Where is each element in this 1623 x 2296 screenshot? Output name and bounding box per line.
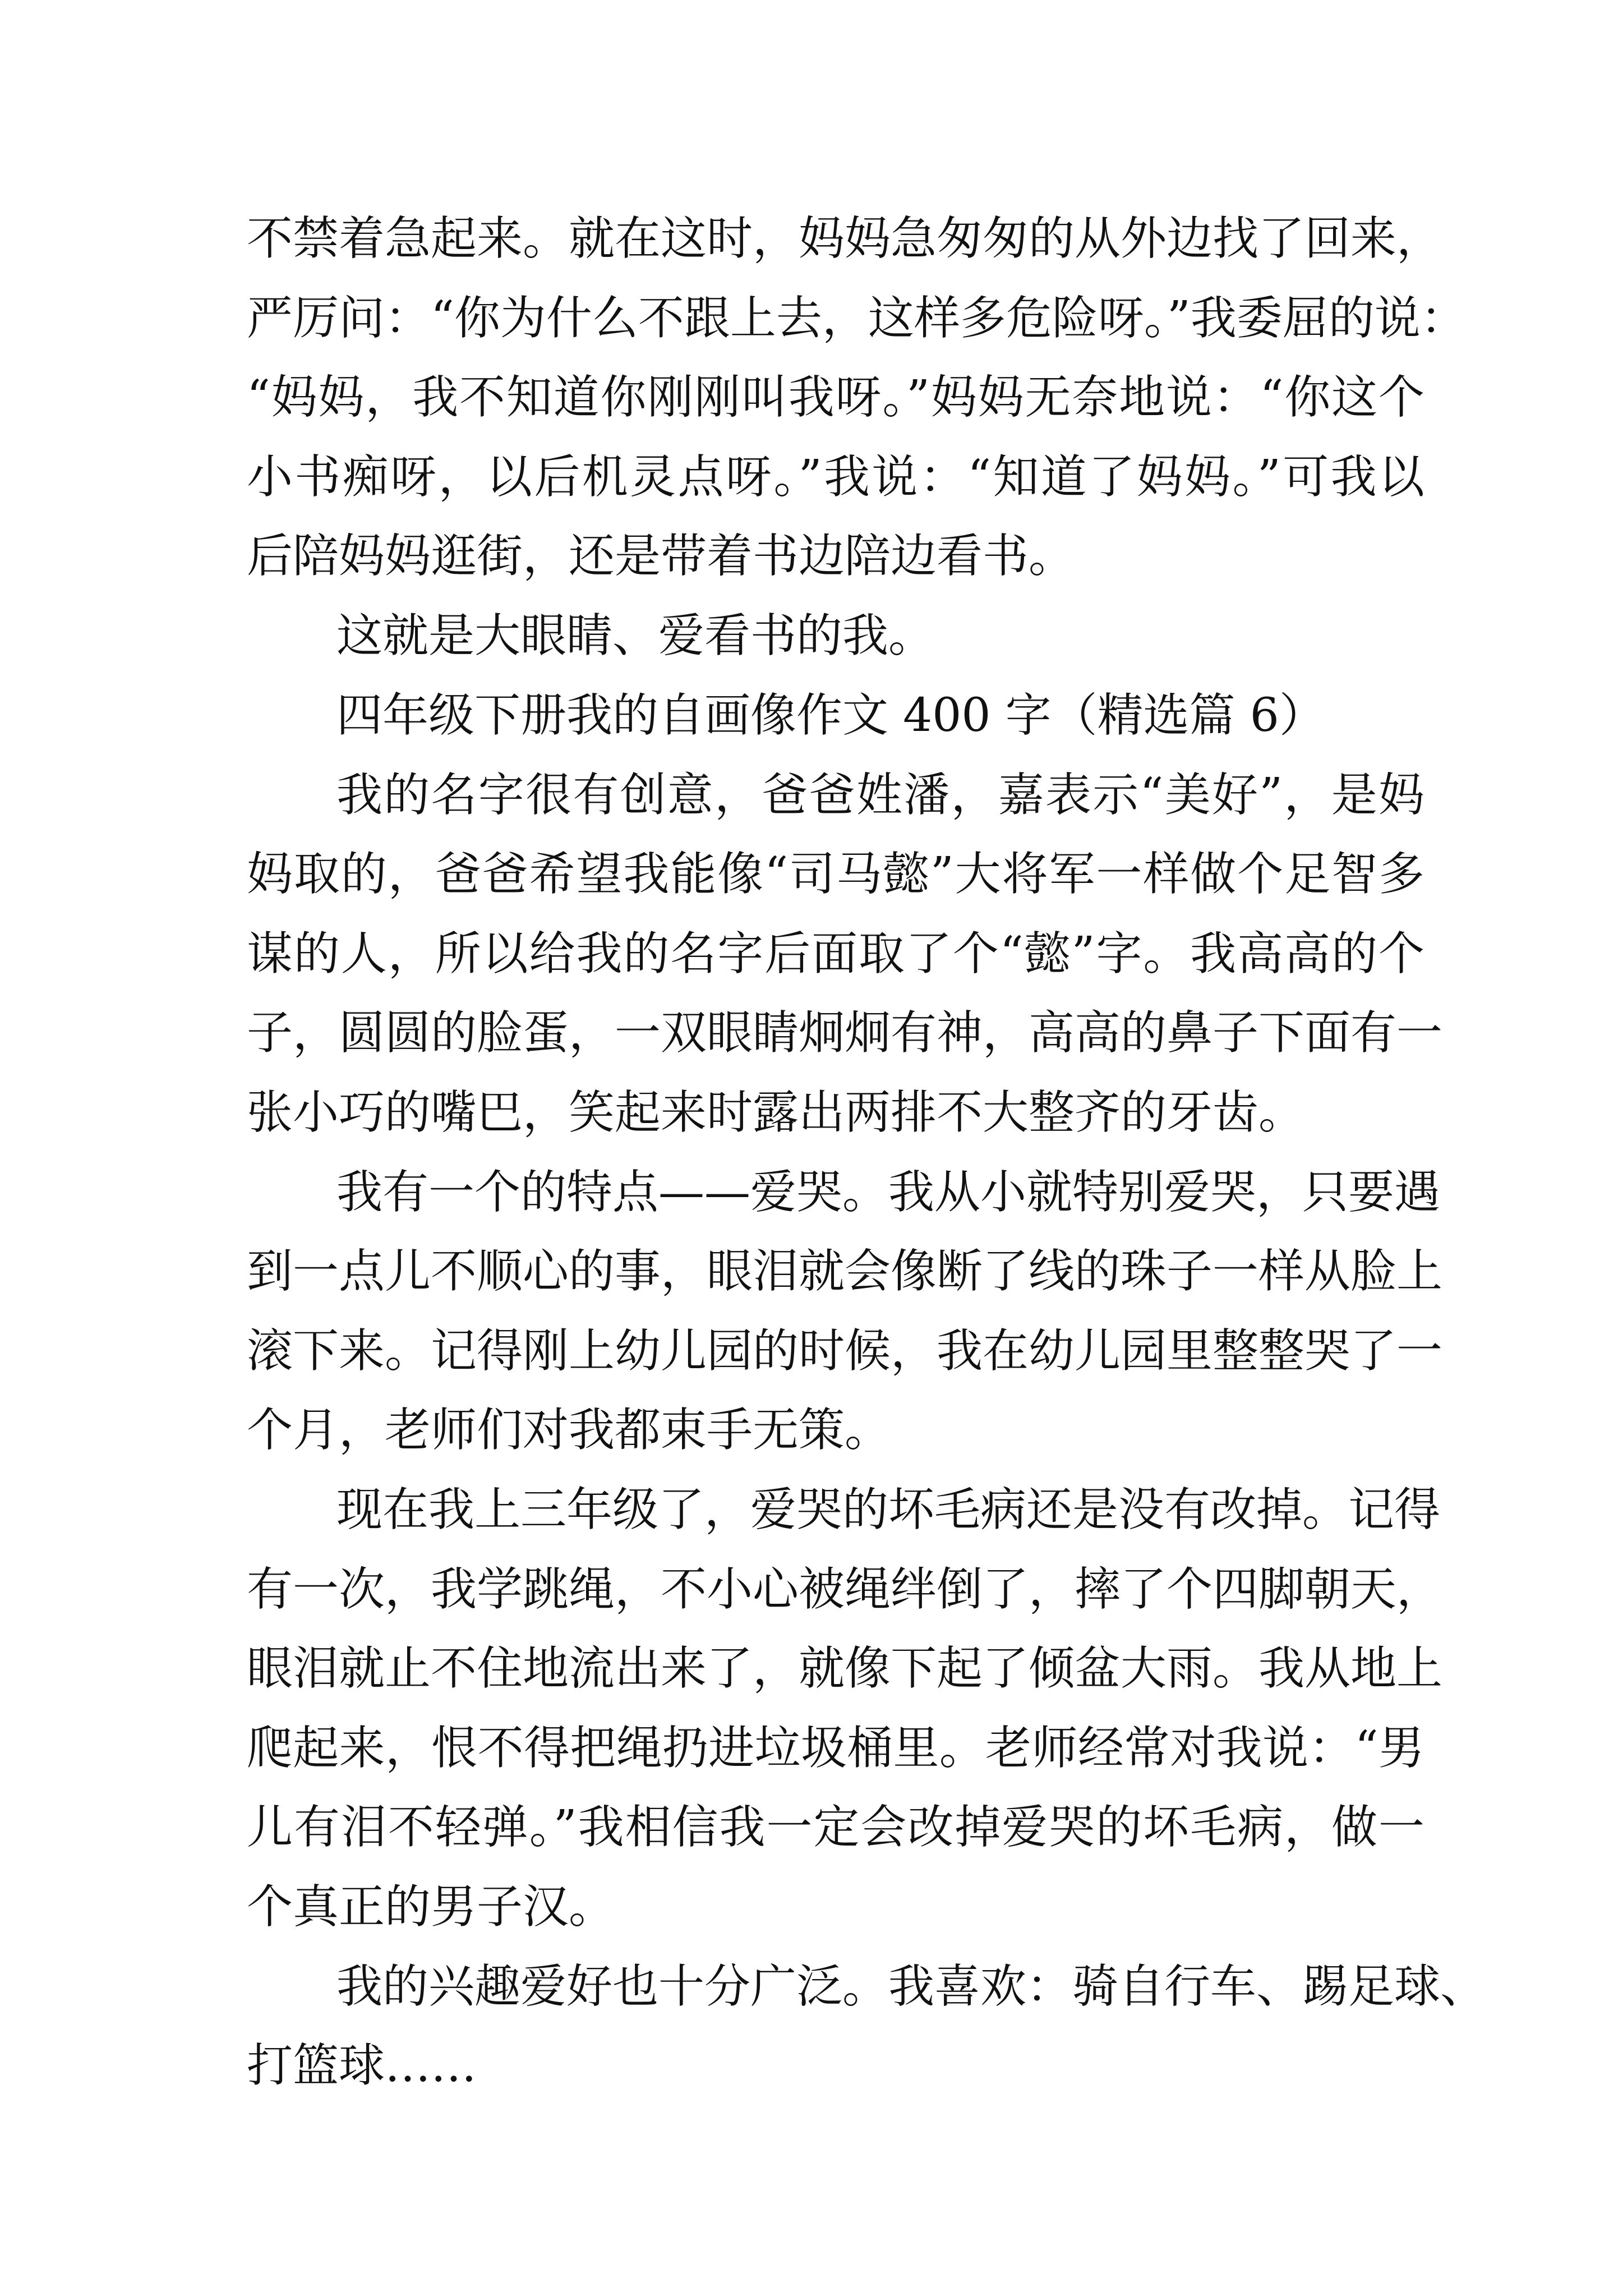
paragraph-line: 小书痴呀，以后机灵点呀。”我说：“知道了妈妈。”可我以 bbox=[247, 450, 1424, 504]
paragraph-line: 有一次，我学跳绳，不小心被绳绊倒了，摔了个四脚朝天， bbox=[247, 1563, 1443, 1616]
paragraph-line: 妈取的，爸爸希望我能像“司马懿”大将军一样做个足智多 bbox=[247, 848, 1424, 901]
paragraph-line: 谋的人，所以给我的名字后面取了个“懿”字。我高高的个 bbox=[247, 927, 1424, 981]
paragraph-first-line: 我的名字很有创意，爸爸姓潘，嘉表示“美好”，是妈 bbox=[336, 769, 1424, 822]
paragraph-first-line: 现在我上三年级了，爱哭的坏毛病还是没有改掉。记得 bbox=[336, 1483, 1441, 1536]
paragraph-line: 个月，老师们对我都束手无策。 bbox=[247, 1404, 891, 1457]
paragraph-first-line: 四年级下册我的自画像作文 400 字（精选篇 6） bbox=[336, 689, 1325, 742]
paragraph-line: 个真正的男子汉。 bbox=[247, 1880, 615, 1934]
paragraph-line: 打篮球…… bbox=[247, 2039, 477, 2092]
paragraph-line: 滚下来。记得刚上幼儿园的时候，我在幼儿园里整整哭了一 bbox=[247, 1324, 1443, 1378]
paragraph-line: 子，圆圆的脸蛋，一双眼睛炯炯有神，高高的鼻子下面有一 bbox=[247, 1006, 1443, 1060]
paragraph-line: 严厉问：“你为什么不跟上去，这样多危险呀。”我委屈的说： bbox=[247, 292, 1467, 345]
paragraph-first-line: 我的兴趣爱好也十分广泛。我喜欢：骑自行车、踢足球、 bbox=[336, 1960, 1487, 2013]
paragraph-first-line: 这就是大眼睛、爱看书的我。 bbox=[336, 609, 935, 662]
paragraph-line: 后陪妈妈逛街，还是带着书边陪边看书。 bbox=[247, 530, 1075, 583]
paragraph-line: 到一点儿不顺心的事，眼泪就会像断了线的珠子一样从脸上 bbox=[247, 1245, 1443, 1298]
paragraph-line: 张小巧的嘴巴，笑起来时露出两排不大整齐的牙齿。 bbox=[247, 1086, 1305, 1139]
paragraph-line: 眼泪就止不住地流出来了，就像下起了倾盆大雨。我从地上 bbox=[247, 1642, 1443, 1695]
paragraph-line: 儿有泪不轻弹。”我相信我一定会改掉爱哭的坏毛病，做一 bbox=[247, 1801, 1424, 1854]
paragraph-line: 不禁着急起来。就在这时，妈妈急匆匆的从外边找了回来， bbox=[247, 212, 1443, 265]
paragraph-line: “妈妈，我不知道你刚刚叫我呀。”妈妈无奈地说：“你这个 bbox=[247, 371, 1424, 424]
paragraph-first-line: 我有一个的特点——爱哭。我从小就特别爱哭，只要遇 bbox=[336, 1166, 1441, 1219]
paragraph-line: 爬起来，恨不得把绳扔进垃圾桶里。老师经常对我说：“男 bbox=[247, 1722, 1424, 1775]
